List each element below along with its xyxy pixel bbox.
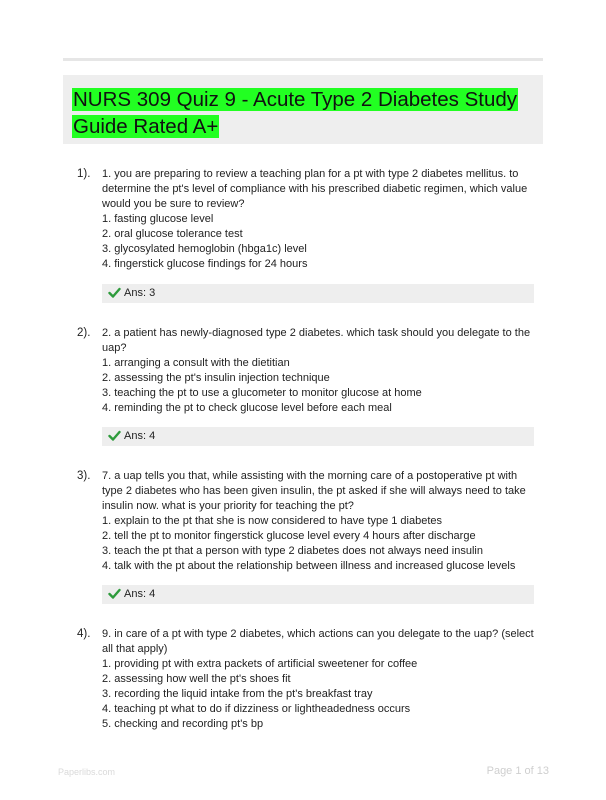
answer-text: Ans: 4 <box>124 588 156 600</box>
question-body <box>102 167 538 272</box>
check-icon <box>108 286 121 299</box>
option-1: 1. fasting glucose level <box>102 213 214 225</box>
option-2: 2. assessing how well the pt's shoes fit <box>102 673 291 685</box>
option-2: 2. oral glucose tolerance test <box>102 228 243 240</box>
question-number: 4). <box>77 628 91 640</box>
answer-box <box>102 284 534 303</box>
top-divider <box>63 58 543 61</box>
option-4: 4. fingerstick glucose findings for 24 hours <box>102 258 308 270</box>
option-3: 3. glycosylated hemoglobin (hbga1c) level <box>102 243 307 255</box>
question-body <box>102 627 538 732</box>
option-3: 3. teach the pt that a person with type 2 diabetes does not always need insulin <box>102 545 483 557</box>
option-1: 1. providing pt with extra packets of artificial sweetener for coffee <box>102 658 418 670</box>
answer-text: Ans: 3 <box>124 287 156 299</box>
question-text: 2. a patient has newly-diagnosed type 2 diabetes. which task should you delegate to the uap? <box>102 327 531 354</box>
answer-text: Ans: 4 <box>124 430 156 442</box>
option-2: 2. tell the pt to monitor fingerstick glucose level every 4 hours after discharge <box>102 530 476 542</box>
check-icon <box>108 429 121 442</box>
answer-box <box>102 427 534 446</box>
question-number: 2). <box>77 327 91 339</box>
page-title: NURS 309 Quiz 9 - Acute Type 2 Diabetes Study Guide Rated A+ <box>73 88 518 138</box>
page-number: Page 1 of 13 <box>486 765 549 777</box>
answer-box <box>102 585 534 604</box>
question-body <box>102 469 538 574</box>
check-icon <box>108 587 121 600</box>
footer-watermark: Paperlibs.com <box>58 767 116 777</box>
option-5: 5. checking and recording pt's bp <box>102 718 264 730</box>
question-number: 3). <box>77 470 91 482</box>
option-4: 4. talk with the pt about the relationship between illness and increased glucose levels <box>102 560 516 572</box>
option-1: 1. arranging a consult with the dietitian <box>102 357 290 369</box>
option-4: 4. teaching pt what to do if dizziness or lightheadedness occurs <box>102 703 411 715</box>
question-body <box>102 326 538 416</box>
option-3: 3. recording the liquid intake from the pt's breakfast tray <box>102 688 373 700</box>
option-4: 4. reminding the pt to check glucose level before each meal <box>102 402 392 414</box>
question-text: 9. in care of a pt with type 2 diabetes, which actions can you delegate to the uap? (select all that apply) <box>102 628 534 655</box>
option-1: 1. explain to the pt that she is now considered to have type 1 diabetes <box>102 515 443 527</box>
option-2: 2. assessing the pt's insulin injection technique <box>102 372 330 384</box>
question-text: 7. a uap tells you that, while assisting with the morning care of a postoperative pt with type 2 diabetes who has been given insulin, the pt asked if she will always need to take insulin now. what is your priority for teaching the pt? <box>102 470 526 512</box>
option-3: 3. teaching the pt to use a glucometer to monitor glucose at home <box>102 387 422 399</box>
question-text: 1. you are preparing to review a teaching plan for a pt with type 2 diabetes mellitus. to determine the pt's level of compliance with his prescribed diabetic regimen, which value would you be sure to review? <box>102 168 528 210</box>
question-number: 1). <box>77 168 91 180</box>
